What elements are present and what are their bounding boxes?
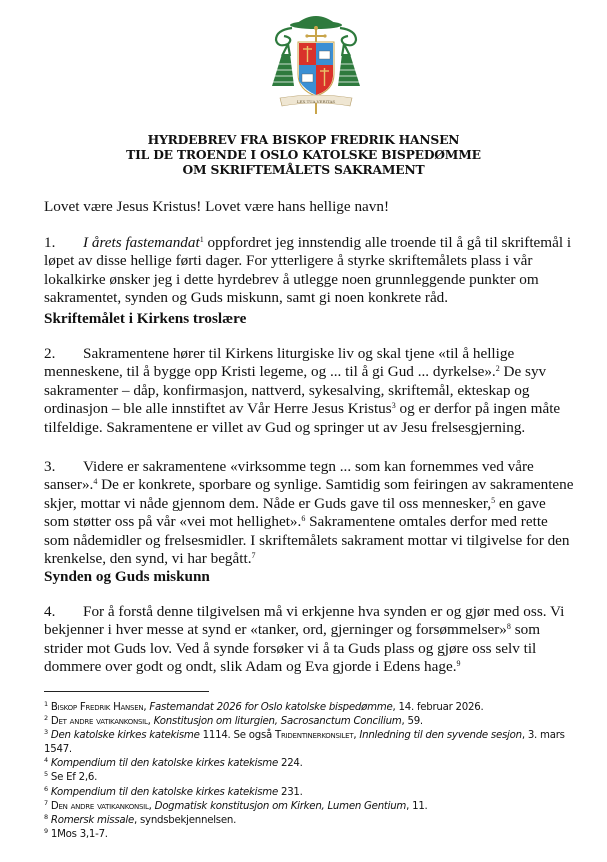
footnote-number: 6: [44, 784, 48, 793]
paragraph-text: For å forstå denne tilgivelsen må vi erkjenne hva synden er og gjør med oss. Vi bekjenner i hver messe at synd er «tanker, ord, gjerninger og forsømmelser»: [44, 603, 565, 639]
footnote-sep: ,: [353, 730, 360, 742]
footnote-title: Den katolske kirkes katekisme: [50, 730, 200, 742]
footnote-rest: , 59.: [401, 716, 423, 728]
footnote-rest: Se Ef 2,6.: [50, 772, 98, 784]
footnote-title: Konstitusjon om liturgien, Sacrosanctum Concilium: [153, 716, 402, 728]
paragraph-2: [44, 345, 574, 437]
footnote-ref-9[interactable]: 9: [456, 659, 461, 669]
paragraph-1: [44, 234, 574, 308]
footnote-8: [44, 814, 584, 828]
footnote-author: Den andre vatikankonsil: [50, 800, 149, 812]
footnote-1: [44, 701, 584, 715]
footnote-number: 3: [44, 728, 48, 737]
footnote-title: Kompendium til den katolske kirkes katekisme: [50, 758, 278, 770]
title-line-3: OM SKRIFTEMÅLETS SAKRAMENT: [182, 162, 425, 177]
footnote-9: [44, 828, 584, 842]
paragraph-text: Sakramentene hører til Kirkens liturgiske liv og skal tjene «til å hellige menneskene, til å bygge opp Kristi legeme, og ... til å gi Gud ... dyrkelse».: [44, 345, 515, 381]
paragraph-4: [44, 603, 574, 677]
footnote-rest: , 14. februar 2026.: [392, 702, 484, 713]
footnote-number: 4: [44, 756, 48, 765]
footnote-title: Romersk missale: [50, 814, 134, 826]
footnotes: [44, 701, 584, 842]
footnote-mid: 1114. Se også: [199, 730, 275, 742]
footnote-rest: , 11.: [406, 800, 428, 812]
footnote-title: Fastemandat 2026 for Oslo katolske bispedømme: [149, 702, 393, 713]
paragraph-text: som strider mot Guds lov. Ved å synde forsøker vi å ta Guds plass og gjøre oss selv til dommere over godt og ondt, slik Adam og Eva gjorde i Edens hage.: [44, 621, 541, 676]
footnote-number: 9: [44, 826, 48, 835]
footnote-sep: ,: [143, 702, 150, 713]
footnote-ref-8[interactable]: 8: [506, 622, 511, 632]
title-line-1: HYRDEBREV FRA BISKOP FREDRIK HANSEN: [147, 132, 460, 147]
footnote-separator: [44, 691, 209, 692]
paragraph-text: Sakramentene omtales derfor med rette som nådemidler og frelsesmidler. I skriftemålets sakrament mottar vi tilgivelse for den krenkelse, den synd, vi har begått.: [44, 513, 570, 568]
greeting: Lovet være Jesus Kristus! Lovet være hans hellige navn!: [44, 198, 390, 215]
footnote-number: 1: [44, 700, 48, 708]
footnote-sep: ,: [148, 800, 155, 812]
footnote-author: Tridentinerkonsilet: [275, 730, 354, 742]
footnote-7: [44, 800, 584, 814]
motto-text: LEX TUA VERITAS: [296, 98, 336, 104]
footnote-number: 8: [44, 812, 48, 821]
paragraph-text: oppfordret jeg innstendig alle troende til å gå til skriftemål i løpet av disse hellige førti dager. For ytterligere å styrke skriftemålets plass i vår lokalkirke ønsker jeg i dette hyrdebrev å utlegge noen grunnleggende punkter om sakramentet, synden og Guds miskunn, samt gi noen konkrete råd.: [44, 234, 572, 307]
coat-of-arms-icon: [270, 4, 362, 116]
footnote-ref-4[interactable]: 4: [93, 477, 98, 487]
footnote-rest: , 3. mars 1547.: [44, 730, 565, 756]
footnote-sep: ,: [147, 716, 154, 728]
paragraph-text: Videre er sakramentene «virksomme tegn ... som kan fornemmes ved våre sanser».: [44, 458, 534, 494]
paragraph-text: og er derfor på ingen måte tilfeldige. Sakramentene er villet av Gud og springer ut av Jesu frelsesgjerning.: [44, 400, 561, 436]
footnote-ref-6[interactable]: 6: [301, 514, 306, 524]
footnote-number: 5: [44, 770, 48, 779]
footnote-number: 2: [44, 714, 48, 723]
footnote-ref-7[interactable]: 7: [251, 551, 256, 561]
italic-phrase: I årets fastemandat: [83, 234, 200, 251]
footnote-2: [44, 715, 584, 729]
paragraph-text: en gave som støtter oss på vår «vei mot hellighet».: [44, 494, 546, 531]
footnote-title: Dogmatisk konstitusjon om Kirken, Lumen Gentium: [154, 800, 407, 812]
footnote-ref-2[interactable]: 2: [495, 364, 500, 374]
footnote-rest: 231.: [277, 786, 303, 798]
section-heading-1: Skriftemålet i Kirkens troslære: [44, 310, 247, 327]
paragraph-text: De er konkrete, sporbare og synlige. Samtidig som feiringen av sakramentene skjer, mottar vi nåde gjennom dem. Nåde er Guds gave til oss mennesker,: [44, 476, 574, 512]
paragraph-text: De syv sakramenter – dåp, konfirmasjon, nattverd, sykesalving, skriftemål, ekteskap og ordinasjon – ble alle innstiftet av Vår Herre Jesus Kristus: [44, 363, 547, 418]
paragraph-number: 4.: [44, 603, 56, 620]
footnote-author: Det andre vatikankonsil: [50, 716, 148, 728]
footnote-rest: 1Mos 3,1-7.: [50, 828, 108, 840]
footnote-4: [44, 757, 584, 771]
footnote-ref-3[interactable]: 3: [391, 401, 396, 411]
paragraph-number: 1.: [44, 234, 56, 251]
title-line-2: TIL DE TROENDE I OSLO KATOLSKE BISPEDØMME: [126, 147, 481, 162]
footnote-3: [44, 729, 584, 757]
footnote-ref-1[interactable]: 1: [199, 235, 204, 244]
footnote-5: [44, 771, 584, 785]
shield-icon: [298, 42, 334, 96]
footnote-rest: 224.: [277, 758, 303, 770]
paragraph-number: 2.: [44, 345, 56, 362]
footnote-6: [44, 786, 584, 800]
footnote-title: Kompendium til den katolske kirkes katekisme: [50, 786, 278, 798]
footnote-rest: , syndsbekjennelsen.: [134, 814, 237, 826]
footnote-author: Biskop Fredrik Hansen: [50, 702, 144, 713]
section-heading-2: Synden og Guds miskunn: [44, 568, 210, 585]
letter-title: [0, 132, 607, 177]
footnote-number: 7: [44, 798, 48, 807]
paragraph-number: 3.: [44, 458, 56, 475]
paragraph-3: [44, 458, 574, 568]
footnote-ref-5[interactable]: 5: [491, 495, 496, 505]
footnote-title-2: Innledning til den syvende sesjon: [359, 730, 522, 742]
